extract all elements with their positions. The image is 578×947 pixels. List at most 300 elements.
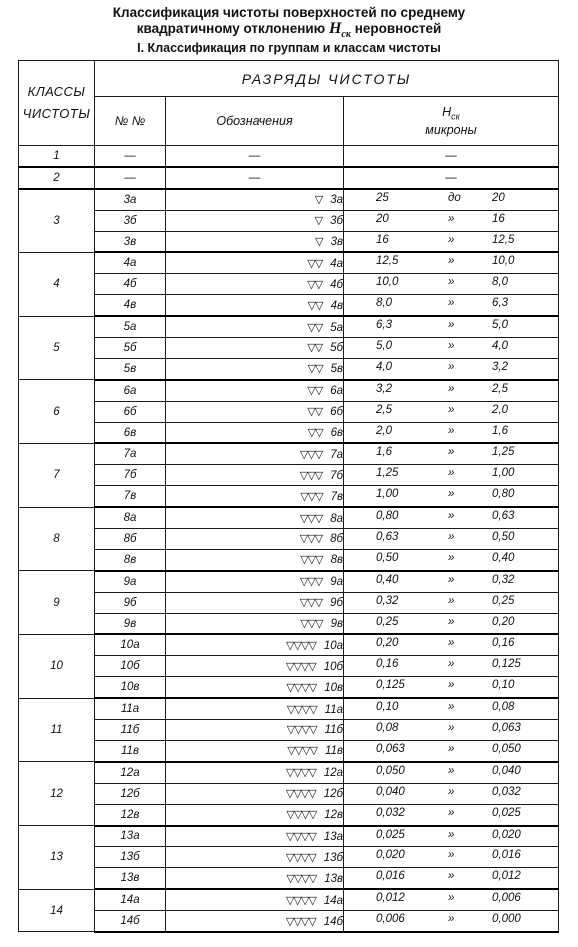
class-number: 6 [19, 380, 95, 444]
class-number: 13 [19, 826, 95, 890]
roughness-triangle-icon: ▽▽ [307, 342, 323, 355]
table-row [19, 783, 559, 804]
designation [166, 529, 344, 550]
table-row [19, 380, 559, 401]
hck-header-unit: микроны [425, 123, 477, 138]
table-body [19, 146, 559, 932]
hck-from: 0,063 [376, 742, 405, 755]
roughness-triangle-icon: ▽ [314, 215, 323, 228]
hck-from: 0,50 [376, 551, 399, 564]
hck-range [344, 401, 559, 422]
table-row [19, 911, 559, 932]
hck-separator: » [448, 319, 455, 332]
roughness-triangle-icon: ▽▽▽▽ [286, 703, 317, 716]
rank-number: 10а [95, 634, 166, 655]
hck-range [344, 762, 559, 783]
rank-number: 4б [95, 274, 166, 295]
hck-dash: — [445, 171, 457, 184]
hck-from: 0,32 [376, 594, 399, 607]
table-row [19, 571, 559, 592]
hck-separator: » [448, 446, 455, 459]
table-row [19, 443, 559, 464]
rank-number: 13в [95, 868, 166, 889]
roughness-triangle-icon: ▽▽▽▽ [285, 851, 316, 864]
title-symbol-sub: ск [341, 29, 351, 41]
roughness-triangle-icon: ▽▽▽ [299, 512, 323, 525]
table-row [19, 274, 559, 295]
hck-header [344, 97, 559, 146]
class-number: 14 [19, 889, 95, 932]
hck-range [344, 210, 559, 231]
hck-separator: » [448, 658, 455, 671]
roughness-triangle-icon: ▽▽▽▽ [286, 872, 317, 885]
designation [166, 465, 344, 486]
designation [166, 656, 344, 677]
hck-range [344, 911, 559, 932]
hck-from: 0,40 [376, 573, 399, 586]
table-row [19, 210, 559, 231]
hck-from: 0,032 [376, 806, 405, 819]
hck-from: 2,0 [376, 424, 392, 437]
hck-separator: » [448, 467, 455, 480]
title-symbol-letter: H [328, 20, 342, 37]
hck-from: 5,0 [376, 340, 392, 353]
rank-number: 10б [95, 656, 166, 677]
hck-dash: — [445, 149, 457, 162]
table-row [19, 295, 559, 316]
designation-label: 9в [330, 618, 343, 631]
designation-header: Обозначения [166, 97, 344, 146]
rank-number: 12в [95, 804, 166, 825]
title-symbol [328, 20, 351, 41]
hck-separator: » [448, 510, 455, 523]
rank-number: 3в [95, 231, 166, 252]
hck-range [344, 486, 559, 507]
hck-from: 3,2 [376, 382, 392, 395]
hck-from: 1,6 [376, 446, 392, 459]
hck-separator: » [448, 488, 455, 501]
roughness-triangle-icon: ▽ [315, 236, 323, 248]
roughness-triangle-icon: ▽▽ [307, 363, 323, 376]
designation [166, 401, 344, 422]
designation-label: 14б [323, 915, 343, 928]
rank-number: 5б [95, 338, 166, 359]
hck-from: 6,3 [376, 319, 392, 332]
num-header: № № [95, 97, 166, 146]
roughness-triangle-icon: ▽ [314, 194, 323, 207]
designation [166, 549, 344, 570]
hck-separator: до [448, 191, 461, 204]
hck-to: 0,50 [492, 531, 515, 544]
rank-number: 11а [95, 698, 166, 719]
designation-label: 12в [324, 809, 343, 822]
hck-to: 0,006 [492, 892, 521, 905]
hck-range [344, 677, 559, 698]
hck-to: 5,0 [492, 319, 508, 332]
rank-number: 10в [95, 677, 166, 698]
table-row [19, 189, 559, 210]
table-row [19, 847, 559, 868]
designation [166, 868, 344, 889]
designation-label: 14а [323, 894, 343, 907]
hck-separator: » [448, 849, 455, 862]
designation-label: 13а [323, 830, 343, 843]
hck-range [344, 592, 559, 613]
designation [166, 804, 344, 825]
hck-range [344, 571, 559, 592]
hck-range [344, 698, 559, 719]
hck-range [344, 720, 559, 741]
hck-to: 0,032 [492, 785, 521, 798]
table-row [19, 826, 559, 847]
roughness-triangle-icon: ▽▽▽▽ [285, 894, 316, 907]
roughness-triangle-icon: ▽▽ [307, 406, 323, 419]
hck-separator: » [448, 573, 455, 586]
ranks-header: РАЗРЯДЫ ЧИСТОТЫ [95, 61, 559, 97]
designation [166, 358, 344, 379]
title-line-2-pre: квадратичному отклонению [136, 21, 326, 36]
class-number: 10 [19, 634, 95, 698]
designation-label: 10а [323, 639, 343, 652]
designation-label: 11в [325, 745, 343, 758]
hck-separator: » [448, 594, 455, 607]
class-number: 8 [19, 507, 95, 571]
designation [166, 167, 344, 189]
roughness-triangle-icon: ▽▽▽ [299, 448, 323, 461]
hck-to: 0,63 [492, 510, 515, 523]
hck-symbol-letter: H [442, 104, 452, 119]
hck-separator: » [448, 637, 455, 650]
table-row [19, 146, 559, 167]
table-row [19, 868, 559, 889]
roughness-triangle-icon: ▽▽▽▽ [286, 724, 317, 737]
rank-number: 6б [95, 401, 166, 422]
hck-from: 8,0 [376, 297, 392, 310]
hck-separator: » [448, 255, 455, 268]
designation [166, 826, 344, 847]
rank-number: 7б [95, 465, 166, 486]
roughness-triangle-icon: ▽▽▽▽ [286, 681, 317, 694]
hck-to: 1,00 [492, 467, 515, 480]
table-row [19, 889, 559, 910]
designation [166, 634, 344, 655]
designation-label: 8б [330, 533, 343, 546]
title-line-2-post: неровностей [354, 21, 442, 36]
class-number: 11 [19, 698, 95, 762]
designation [166, 274, 344, 295]
designation-label: 10б [323, 660, 343, 673]
designation-label: 5в [330, 363, 343, 376]
class-number: 5 [19, 316, 95, 380]
hck-to: 0,80 [492, 488, 515, 501]
designation [166, 210, 344, 231]
hck-range [344, 740, 559, 761]
rank-number: 12а [95, 762, 166, 783]
hck-from: 10,0 [376, 276, 399, 289]
hck-separator: » [448, 403, 455, 416]
designation-label: 7в [330, 490, 343, 503]
designation-label: 4в [330, 299, 343, 312]
hck-to: 0,000 [492, 913, 521, 926]
hck-to: 0,016 [492, 849, 521, 862]
hck-from: 4,0 [376, 360, 392, 373]
hck-from: 0,08 [376, 722, 399, 735]
hck-range [344, 443, 559, 464]
rank-number: — [95, 167, 166, 189]
hck-separator: » [448, 360, 455, 373]
table-row [19, 549, 559, 570]
table-row [19, 231, 559, 252]
hck-separator: » [448, 742, 455, 755]
hck-from: 0,050 [376, 764, 405, 777]
designation-label: 13б [323, 851, 343, 864]
designation [166, 507, 344, 528]
designation [166, 146, 344, 167]
hck-from: 0,040 [376, 785, 405, 798]
designation-label: 11б [324, 724, 343, 737]
hck-range [344, 783, 559, 804]
rank-number: 8в [95, 549, 166, 570]
roughness-triangle-icon: ▽▽ [307, 385, 323, 398]
rank-number: — [95, 146, 166, 167]
designation-label: 4б [330, 278, 343, 291]
roughness-triangle-icon: ▽▽▽▽ [285, 639, 316, 652]
roughness-triangle-icon: ▽▽▽ [300, 618, 323, 631]
hck-to: 4,0 [492, 340, 508, 353]
hck-from: 0,125 [376, 679, 405, 692]
roughness-triangle-icon: ▽▽▽▽ [285, 660, 316, 673]
designation [166, 295, 344, 316]
hck-range [344, 656, 559, 677]
classes-header-line2: ЧИСТОТЫ [22, 106, 91, 121]
roughness-triangle-icon: ▽▽ [307, 278, 323, 291]
table-row [19, 634, 559, 655]
hck-separator: » [448, 870, 455, 883]
table-row [19, 698, 559, 719]
hck-to: 6,3 [492, 297, 508, 310]
rank-number: 6в [95, 422, 166, 443]
hck-range [344, 634, 559, 655]
classes-header-line1: КЛАССЫ [27, 84, 86, 99]
designation-label: 3б [330, 215, 343, 228]
designation [166, 783, 344, 804]
subtitle: I. Классификация по группам и классам чистоты [137, 41, 441, 55]
rank-number: 13а [95, 826, 166, 847]
designation-label: 5б [330, 342, 343, 355]
hck-range [344, 189, 559, 210]
roughness-triangle-icon: ▽▽▽▽ [287, 745, 318, 758]
hck-to: 0,08 [492, 701, 515, 714]
roughness-triangle-icon: ▽▽ [307, 299, 323, 312]
table-row [19, 804, 559, 825]
designation [166, 847, 344, 868]
class-number: 7 [19, 443, 95, 507]
hck-range [344, 231, 559, 252]
designation [166, 720, 344, 741]
table-row [19, 338, 559, 359]
roughness-triangle-icon: ▽▽ [307, 257, 323, 270]
hck-separator: » [448, 764, 455, 777]
hck-from: 12,5 [376, 255, 399, 268]
hck-to: 0,16 [492, 637, 515, 650]
designation-label: 9а [330, 576, 343, 589]
hck-from: 0,63 [376, 531, 399, 544]
table-row [19, 358, 559, 379]
roughness-triangle-icon: ▽▽ [307, 321, 323, 334]
hck-separator: » [448, 276, 455, 289]
rank-number: 5в [95, 358, 166, 379]
hck-range [344, 826, 559, 847]
roughness-triangle-icon: ▽▽ [307, 427, 323, 440]
hck-range [344, 889, 559, 910]
hck-to: 0,020 [492, 828, 521, 841]
hck-to: 0,025 [492, 806, 521, 819]
hck-to: 12,5 [492, 233, 515, 246]
hck-separator: » [448, 913, 455, 926]
rank-number: 4в [95, 295, 166, 316]
hck-separator: » [448, 806, 455, 819]
roughness-triangle-icon: ▽▽▽ [299, 576, 323, 589]
designation-label: 7а [330, 448, 343, 461]
hck-to: 20 [492, 191, 505, 204]
designation-label: 4а [330, 257, 343, 270]
hck-range [344, 847, 559, 868]
table-row [19, 507, 559, 528]
hck-separator: » [448, 892, 455, 905]
hck-separator: » [448, 531, 455, 544]
hck-range [344, 316, 559, 337]
designation-label: 8а [330, 512, 343, 525]
table-row [19, 592, 559, 613]
rank-number: 8б [95, 529, 166, 550]
table-row [19, 486, 559, 507]
hck-range [344, 549, 559, 570]
hck-to: 2,5 [492, 382, 508, 395]
hck-separator: » [448, 701, 455, 714]
designation-label: 11а [324, 703, 343, 716]
rank-number: 14а [95, 889, 166, 910]
hck-to: 3,2 [492, 360, 508, 373]
rank-number: 11б [95, 720, 166, 741]
hck-to: 0,050 [492, 742, 521, 755]
designation-dash: — [248, 149, 261, 162]
class-number: 1 [19, 146, 95, 167]
designation [166, 316, 344, 337]
hck-from: 0,16 [376, 658, 399, 671]
rank-number: 7в [95, 486, 166, 507]
designation [166, 911, 344, 932]
hck-range [344, 295, 559, 316]
hck-from: 0,020 [376, 849, 405, 862]
designation-label: 10в [324, 681, 343, 694]
designation-label: 7б [330, 469, 343, 482]
hck-from: 0,025 [376, 828, 405, 841]
rank-number: 11в [95, 740, 166, 761]
hck-range [344, 465, 559, 486]
hck-to: 0,012 [492, 870, 521, 883]
hck-from: 0,016 [376, 870, 405, 883]
hck-range [344, 358, 559, 379]
designation [166, 422, 344, 443]
roughness-triangle-icon: ▽▽▽▽ [285, 915, 316, 928]
table-row [19, 529, 559, 550]
roughness-triangle-icon: ▽▽▽▽ [285, 788, 316, 801]
designation-label: 3а [330, 194, 343, 207]
designation-label: 5а [330, 321, 343, 334]
rank-number: 3а [95, 189, 166, 210]
table-row [19, 720, 559, 741]
table-row [19, 613, 559, 634]
hck-range [344, 613, 559, 634]
hck-to: 8,0 [492, 276, 508, 289]
hck-to: 0,063 [492, 722, 521, 735]
hck-from: 0,25 [376, 615, 399, 628]
hck-separator: » [448, 297, 455, 310]
hck-from: 25 [376, 191, 389, 204]
rank-number: 5а [95, 316, 166, 337]
designation-label: 6а [330, 385, 343, 398]
hck-separator: » [448, 212, 455, 225]
classes-header [19, 61, 95, 146]
hck-range [344, 868, 559, 889]
class-number: 9 [19, 571, 95, 635]
rank-number: 8а [95, 507, 166, 528]
designation-label: 6б [330, 406, 343, 419]
hck-range [344, 167, 559, 189]
designation [166, 613, 344, 634]
hck-from: 1,25 [376, 467, 399, 480]
class-number: 12 [19, 762, 95, 826]
hck-to: 1,6 [492, 424, 508, 437]
hck-header-symbol [344, 105, 558, 124]
rank-number: 9а [95, 571, 166, 592]
hck-to: 1,25 [492, 446, 515, 459]
hck-range [344, 529, 559, 550]
rank-number: 3б [95, 210, 166, 231]
designation [166, 443, 344, 464]
classification-table [18, 60, 559, 933]
hck-range [344, 804, 559, 825]
hck-from: 20 [376, 212, 389, 225]
hck-separator: » [448, 233, 455, 246]
roughness-triangle-icon: ▽▽▽ [300, 490, 323, 503]
hck-range [344, 338, 559, 359]
rank-number: 4а [95, 252, 166, 273]
designation [166, 592, 344, 613]
hck-separator: » [448, 382, 455, 395]
designation [166, 698, 344, 719]
table-row [19, 762, 559, 783]
table-row [19, 422, 559, 443]
designation-label: 6в [330, 427, 343, 440]
rank-number: 13б [95, 847, 166, 868]
hck-from: 2,5 [376, 403, 392, 416]
designation-label: 9б [330, 597, 343, 610]
hck-separator: » [448, 722, 455, 735]
table-row [19, 740, 559, 761]
designation-dash: — [248, 171, 261, 184]
designation [166, 189, 344, 210]
rank-number: 6а [95, 380, 166, 401]
designation [166, 889, 344, 910]
table-row [19, 167, 559, 189]
designation [166, 338, 344, 359]
designation-label: 8в [330, 554, 343, 567]
hck-range [344, 274, 559, 295]
hck-separator: » [448, 340, 455, 353]
hck-to: 0,20 [492, 615, 515, 628]
roughness-triangle-icon: ▽▽▽▽ [285, 767, 316, 780]
